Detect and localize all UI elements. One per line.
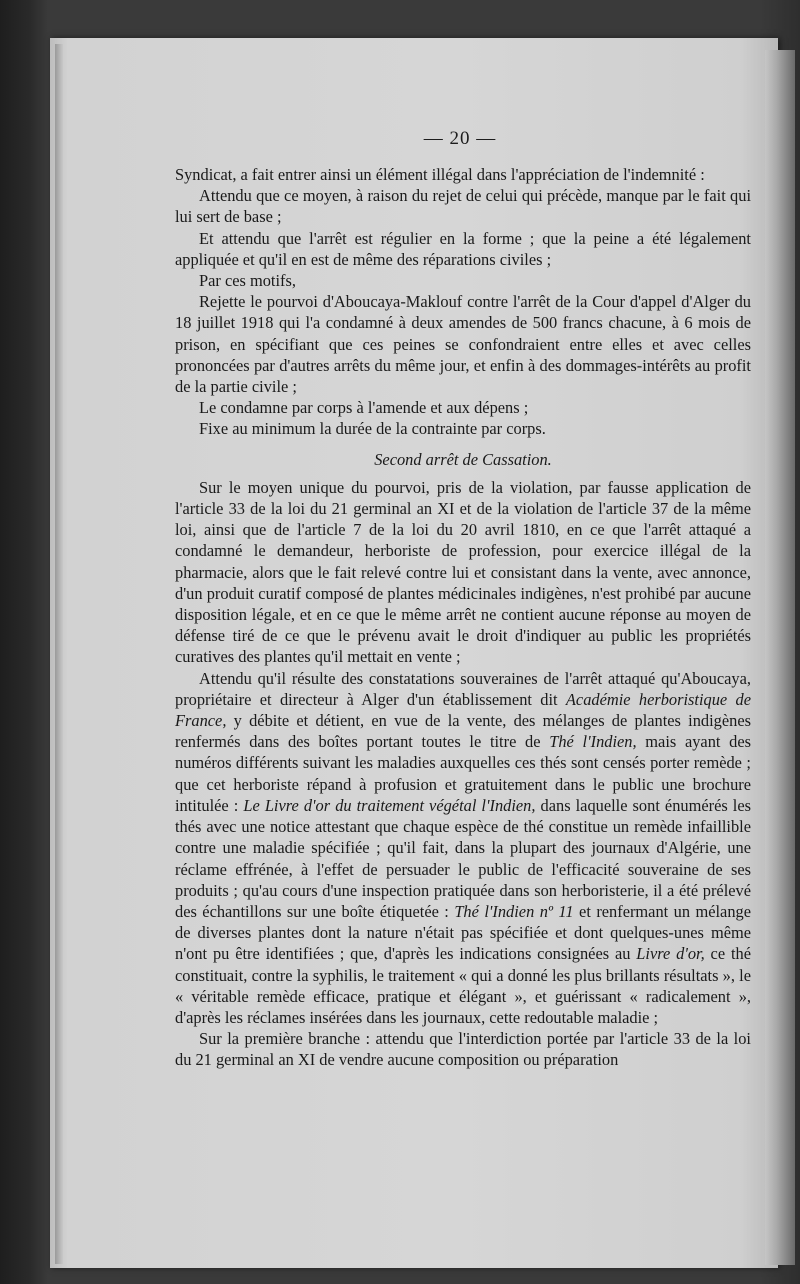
- italic-title: Académie herboristique de France,: [175, 689, 751, 731]
- italic-title: Thé l'Indien,: [549, 732, 637, 752]
- text-run: Attendu qu'il résulte des constatations souveraines de l'arrêt attaqué qu'Aboucaya, propriétaire et directeur à Alger d'un établissement dit: [175, 668, 751, 709]
- section-heading: Second arrêt de Cassation.: [374, 449, 552, 469]
- paragraph: Rejette le pourvoi d'Aboucaya-Maklouf contre l'arrêt de la Cour d'appel d'Alger du 18 juillet 1918 qui l'a condamné à deux amendes de 500 francs chacune, à 6 mois de prison, en spécifiant que ces peines se confondraient entre elles et avec celles prononcées par d'autres arrêts du même jour, et enfin à des dommages-intérêts au profit de la partie civile ;: [175, 292, 751, 397]
- italic-title: Le Livre d'or du traitement végétal l'Indien,: [243, 795, 536, 815]
- paragraph: Le condamne par corps à l'amende et aux dépens ;: [199, 398, 529, 418]
- text-run: mais ayant des numéros différents suivant les maladies auxquelles ces thés sont censés porter remède ; que cet herboriste répand à profusion et gratuitement dans le public une brochure intitulée :: [175, 732, 752, 815]
- text-run: dans laquelle sont énumérés les thés avec une notice attestant que chaque espèce de thé constitue un remède infaillible contre une maladie spécifiée ; qu'il fait, dans la plupart des journaux d'Algérie, une réclame effrénée, à l'effet de persuader le public de l'efficacité souveraine de ses produits ; qu'au cours d'une inspection pratiquée dans son herboristerie, il a été prélevé des échantillons sur une boîte étiquetée :: [175, 795, 751, 921]
- paragraph: Syndicat, a fait entrer ainsi un élément illégal dans l'appréciation de l'indemnité :: [175, 165, 705, 184]
- paragraph: Sur la première branche : attendu que l'interdiction portée par l'article 33 de la loi du 21 germinal an XI de vendre aucune composition ou préparation: [175, 1029, 751, 1070]
- paragraph: Fixe au minimum la durée de la contrainte par corps.: [199, 419, 546, 439]
- text-run: y débite et détient, en vue de la vente, des mélanges de plantes indigènes renfermés dans des boîtes portant toutes le titre de: [175, 711, 751, 752]
- binding-edge: [55, 44, 63, 1264]
- text-run: ce thé constituait, contre la syphilis, le traitement « qui a donné les plus brillants résultats », le « véritable remède efficace, pratique et élégant », et guérissant « radicalement », d'après les réclames insérées dans les journaux, cette redoutable maladie ;: [175, 944, 751, 1027]
- paragraph: Et attendu que l'arrêt est régulier en la forme ; que la peine a été légalement appliquée et qu'il en est de même des réparations civiles ;: [175, 228, 751, 269]
- italic-title: Livre d'or,: [636, 944, 705, 964]
- paragraph: [175, 668, 751, 1028]
- paragraph: Sur le moyen unique du pourvoi, pris de la violation, par fausse application de l'article 33 de la loi du 21 germinal an XI et de la violation de l'article 37 de la même loi, ainsi que de l'article 7 de la loi du 20 avril 1810, en ce que l'arrêt attaqué a condamné le demandeur, herboriste de profession, pour exercice illégal de la pharmacie, alors que le fait relevé contre lui et consistant dans la vente, avec annonce, d'un produit curatif composé de plantes médicinales indigènes, n'est prohibé par aucune disposition légale, et en ce que le même arrêt ne contient aucune réponse au moyen de défense tiré de ce que le prévenu avait le droit d'indiquer au public les propriétés curatives des plantes qu'il mettait en vente ;: [175, 477, 751, 667]
- text-run: et renfermant un mélange de diverses plantes dont la nature n'était pas spécifiée et dont quelques-unes même n'ont pu être identifiées ; que, d'après les indications consignées au: [175, 901, 751, 964]
- page-number: — 20 —: [423, 128, 497, 149]
- body-text: [175, 164, 751, 1071]
- page-fore-edge: [765, 50, 795, 1265]
- italic-title: Thé l'Indien nº 11: [454, 901, 574, 921]
- paragraph: Par ces motifs,: [199, 271, 296, 291]
- paragraph: Attendu que ce moyen, à raison du rejet de celui qui précède, manque par le fait qui lui sert de base ;: [175, 186, 751, 227]
